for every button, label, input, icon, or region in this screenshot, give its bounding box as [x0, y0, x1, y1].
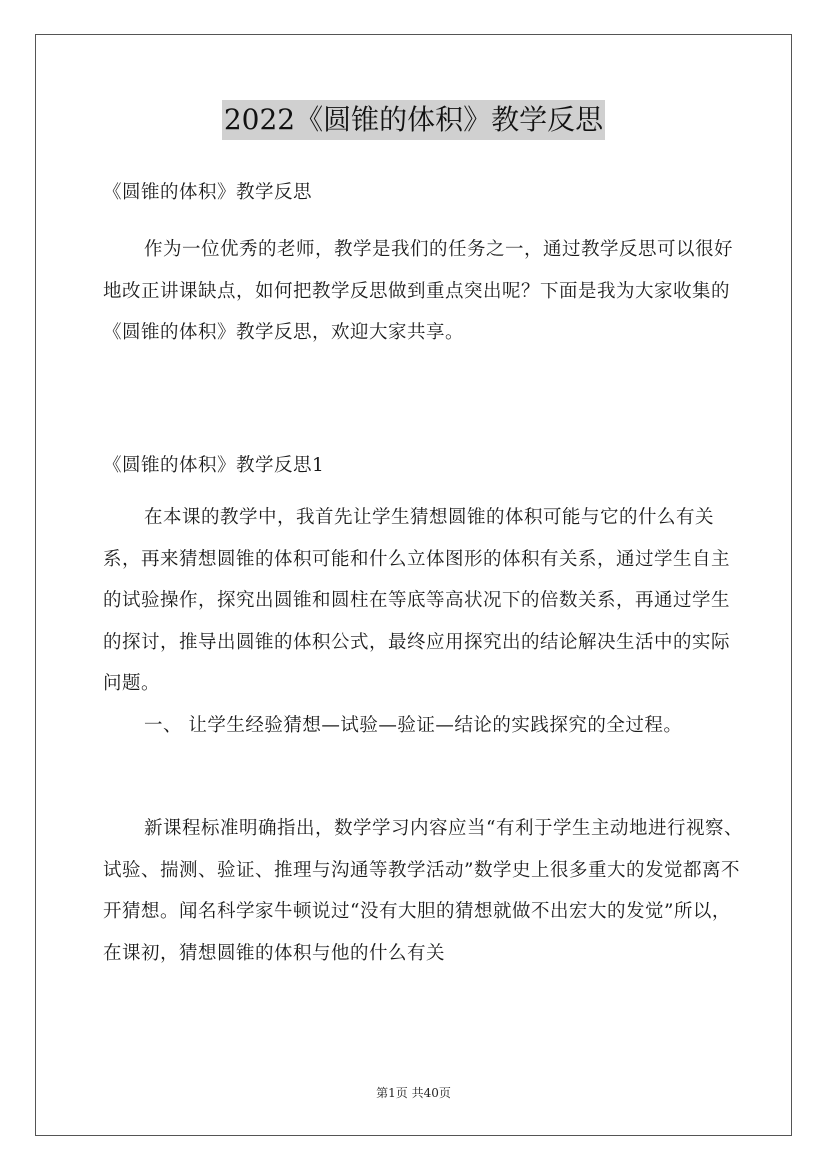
body-paragraph-1: 在本课的教学中，我首先让学生猜想圆锥的体积可能与它的什么有关系，再来猜想圆锥的体积可能和什么立体图形的体积有关系，通过学生自主的试验操作，探究出圆锥和圆柱在等底等高状况下的倍数关系，再通过学生的探讨，推导出圆锥的体积公式，最终应用探究出的结论解决生活中的实际问题。: [103, 507, 731, 694]
document-title: 2022《圆锥的体积》教学反思: [222, 100, 605, 140]
subtitle: 《圆锥的体积》教学反思: [103, 182, 313, 203]
body-paragraph-2: 新课程标准明确指出，数学学习内容应当“有利于学生主动地进行视察、试验、揣测、验证、推理与沟通等教学活动”数学史上很多重大的发觉都离不开猜想。闻名科学家牛顿说过“没有大胆的猜想就做不出宏大的发觉”所以，在课初，猜想圆锥的体积与他的什么有关: [103, 818, 743, 964]
intro-paragraph: 作为一位优秀的老师，教学是我们的任务之一，通过教学反思可以很好地改正讲课缺点，如何把教学反思做到重点突出呢？下面是我为大家收集的《圆锥的体积》教学反思，欢迎大家共享。: [103, 239, 734, 343]
section-heading: 《圆锥的体积》教学反思1: [103, 455, 325, 476]
title-container: [0, 100, 827, 140]
page-footer: 第1页 共40页: [376, 1086, 451, 1100]
point-heading-1: 一、 让学生经验猜想—试验—验证—结论的实践探究的全过程。: [144, 715, 683, 736]
